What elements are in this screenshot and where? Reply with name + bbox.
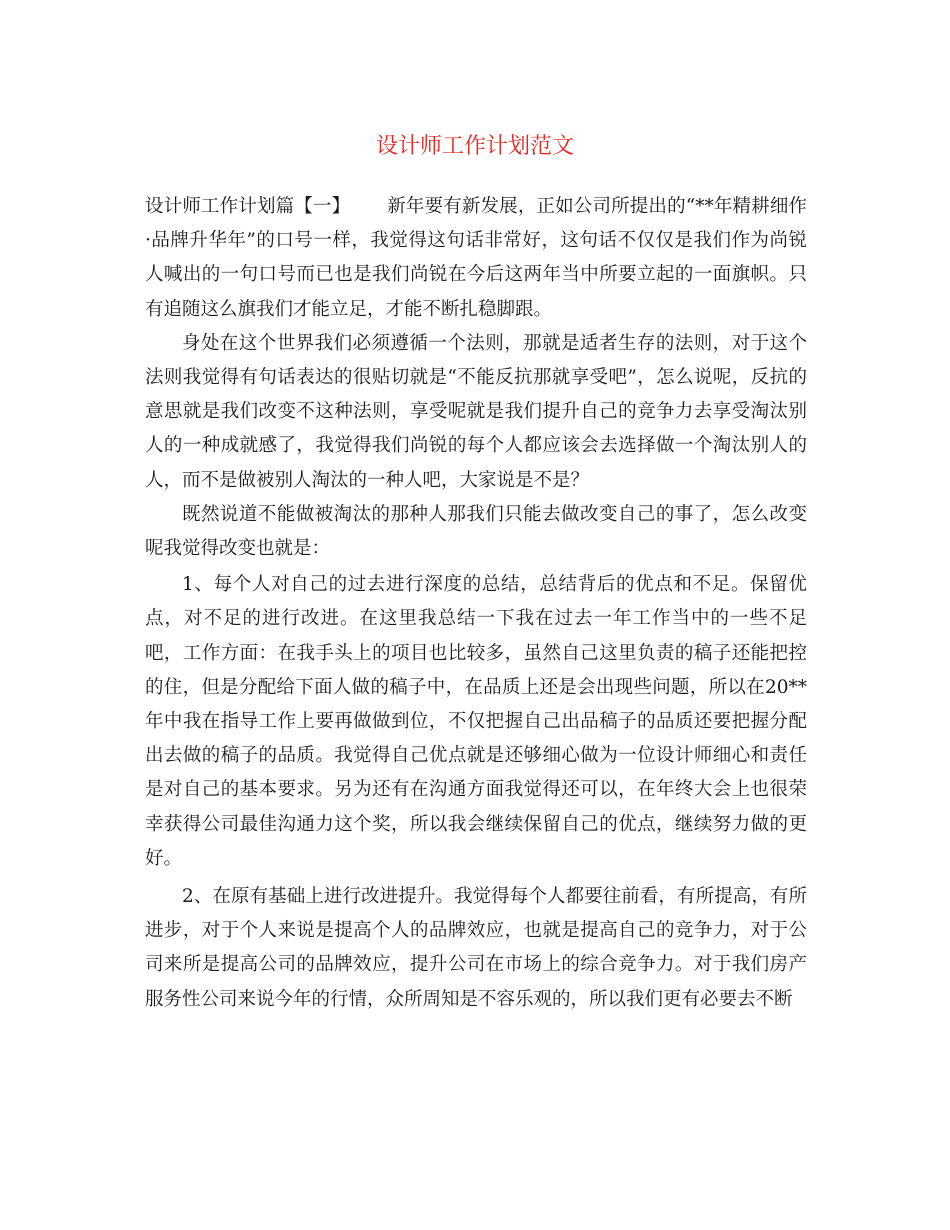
document-title: 设计师工作计划范文 <box>375 134 574 159</box>
paragraph: 身处在这个世界我们必须遵循一个法则，那就是适者生存的法则，对于这个法则我觉得有句话表达的很贴切就是“不能反抗那就享受吧”，怎么说呢，反抗的意思就是我们改变不这种法则，享受呢就是我们提升自己的竞争力去享受淘汰别人的一种成就感了，我觉得我们尚锐的每个人都应该会去选择做一个淘汰别人的人，而不是做被别人淘汰的一种人吧，大家说是不是？ <box>145 332 807 491</box>
document-body <box>145 190 807 1017</box>
section-label: 设计师工作计划篇【一】 <box>145 196 351 217</box>
paragraph-text: 新年要有新发展，正如公司所提出的“**年精耕细作·品牌升华年”的口号一样，我觉得这句话非常好，这句话不仅仅是我们作为尚锐人喊出的一句口号而已也是我们尚锐在今后这两年当中所要立起的一面旗帜。只有追随这么旗我们才能立足，才能不断扎稳脚跟。 <box>145 196 807 320</box>
paragraph-intro <box>145 190 807 327</box>
paragraph: 既然说道不能做被淘汰的那种人那我们只能去做改变自己的事了，怎么改变呢我觉得改变也就是： <box>145 503 807 560</box>
paragraph: 2、在原有基础上进行改进提升。我觉得每个人都要往前看，有所提高，有所进步，对于个人来说是提高个人的品牌效应，也就是提高自己的竞争力，对于公司来所是提高公司的品牌效应，提升公司在市场上的综合竞争力。对于我们房产服务性公司来说今年的行情，众所周知是不容乐观的，所以我们更有必要去不断 <box>145 886 807 1010</box>
paragraph: 1、每个人对自己的过去进行深度的总结，总结背后的优点和不足。保留优点，对不足的进行改进。在这里我总结一下我在过去一年工作当中的一些不足吧，工作方面：在我手头上的项目也比较多，虽然自己这里负责的稿子还能把控的住，但是分配给下面人做的稿子中，在品质上还是会出现些问题，所以在20**年中我在指导工作上要再做做到位，不仅把握自己出品稿子的品质还要把握分配出去做的稿子的品质。我觉得自己优点就是还够细心做为一位设计师细心和责任是对自己的基本要求。另为还有在沟通方面我觉得还可以，在年终大会上也很荣幸获得公司最佳沟通力这个奖，所以我会继续保留自己的优点，继续努力做的更好。 <box>145 574 807 869</box>
